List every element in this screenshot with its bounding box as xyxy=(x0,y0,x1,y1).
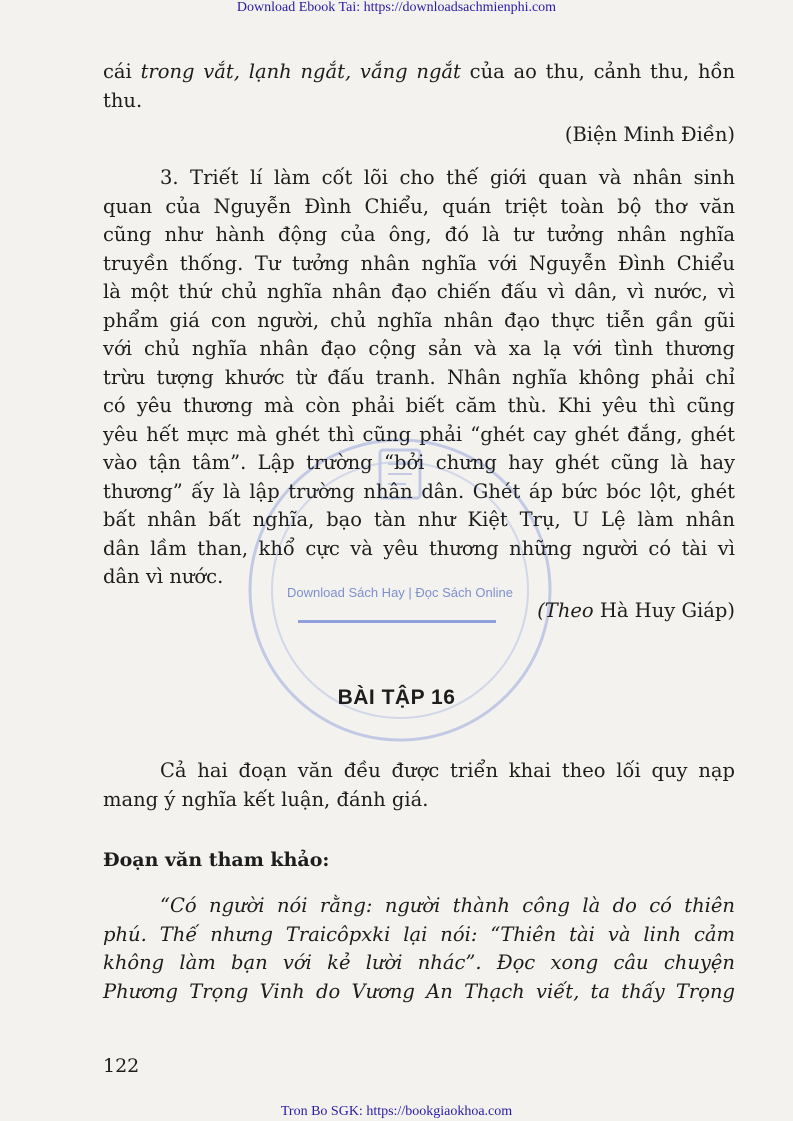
page-number: 122 xyxy=(103,1055,140,1077)
paragraph-line: bất nhân bất nghĩa, bạo tàn như Kiệt Trụ, U Lệ làm nhân xyxy=(103,508,735,531)
paragraph-line: có yêu thương mà còn phải biết căm thù. Khi yêu thì cũng xyxy=(103,394,735,417)
paragraph-line: thương” ấy là lập trường nhân dân. Ghét áp bức bóc lột, ghét xyxy=(103,479,735,503)
paragraph-line: phẩm giá con người, chủ nghĩa nhân đạo thực tiễn gần gũi xyxy=(103,308,735,332)
paragraph-line: quan của Nguyễn Đình Chiểu, quán triệt toàn bộ thơ văn xyxy=(103,194,735,218)
paragraph-line: truyền thống. Tư tưởng nhân nghĩa với Nguyễn Đình Chiểu xyxy=(103,251,735,275)
paragraph-line: với chủ nghĩa nhân đạo cộng sản và xa lạ với tình thương xyxy=(103,337,735,360)
citation-ha-huy-giap: (Theo Hà Huy Giáp) xyxy=(537,599,735,622)
reference-subheading: Đoạn văn tham khảo: xyxy=(103,849,330,871)
paragraph-intro xyxy=(103,58,735,115)
paragraph-line: vào tận tâm”. Lập trường “bởi chưng hay ghét cũng là hay xyxy=(103,451,735,474)
paragraph-line: không làm bạn với kẻ lười nhác”. Đọc xong câu chuyện xyxy=(103,951,735,974)
paragraph-line: Phương Trọng Vinh do Vương An Thạch viết, ta thấy Trọng xyxy=(103,979,735,1003)
paragraph-exercise-answer xyxy=(103,757,735,814)
paragraph-line: yêu hết mực mà ghét thì cũng phải “ghét cay ghét đắng, ghét xyxy=(103,422,735,446)
paragraph-line: dân vì nước. xyxy=(103,565,224,588)
paragraph-line: là một thứ chủ nghĩa nhân đạo chiến đấu vì dân, vì nước, vì xyxy=(103,280,735,303)
footer-banner-link[interactable]: Tron Bo SGK: https://bookgiaokhoa.com xyxy=(280,1104,513,1119)
paragraph-line: Cả hai đoạn văn đều được triển khai theo lối quy nạp xyxy=(160,759,735,782)
paragraph-reference xyxy=(103,892,735,1006)
paragraph-line: “Có người nói rằng: người thành công là do có thiên xyxy=(160,894,735,917)
paragraph-line: cũng như hành động của ông, đó là tư tưởng nhân nghĩa xyxy=(103,223,735,246)
header-banner-link[interactable]: Download Ebook Tai: https://downloadsachmienphi.com xyxy=(236,0,557,15)
section-heading: BÀI TẬP 16 xyxy=(337,686,456,709)
paragraph-line: phú. Thế nhưng Traicôpxki lại nói: “Thiên tài và linh cảm xyxy=(103,922,735,946)
paragraph-line: cái trong vắt, lạnh ngắt, vắng ngắt của ao thu, cảnh thu, hồn xyxy=(103,60,736,83)
paragraph-line: trừu tượng khước từ đấu tranh. Nhân nghĩa không phải chỉ xyxy=(103,365,735,389)
paragraph-line: mang ý nghĩa kết luận, đánh giá. xyxy=(103,787,429,811)
paragraph-line: dân lầm than, khổ cực và yêu thương những người có tài vì xyxy=(103,536,735,560)
paragraph-line: thu. xyxy=(103,88,143,112)
paragraph-nguyen-dinh-chieu xyxy=(103,164,735,592)
paragraph-line: 3. Triết lí làm cốt lõi cho thế giới quan và nhân sinh xyxy=(160,166,735,189)
italic-phrase: trong vắt, lạnh ngắt, vắng ngắt xyxy=(140,60,461,83)
watermark-text: Download Sách Hay | Đọc Sách Online xyxy=(287,585,513,600)
citation-bien-minh-dien: (Biện Minh Điền) xyxy=(564,123,735,146)
